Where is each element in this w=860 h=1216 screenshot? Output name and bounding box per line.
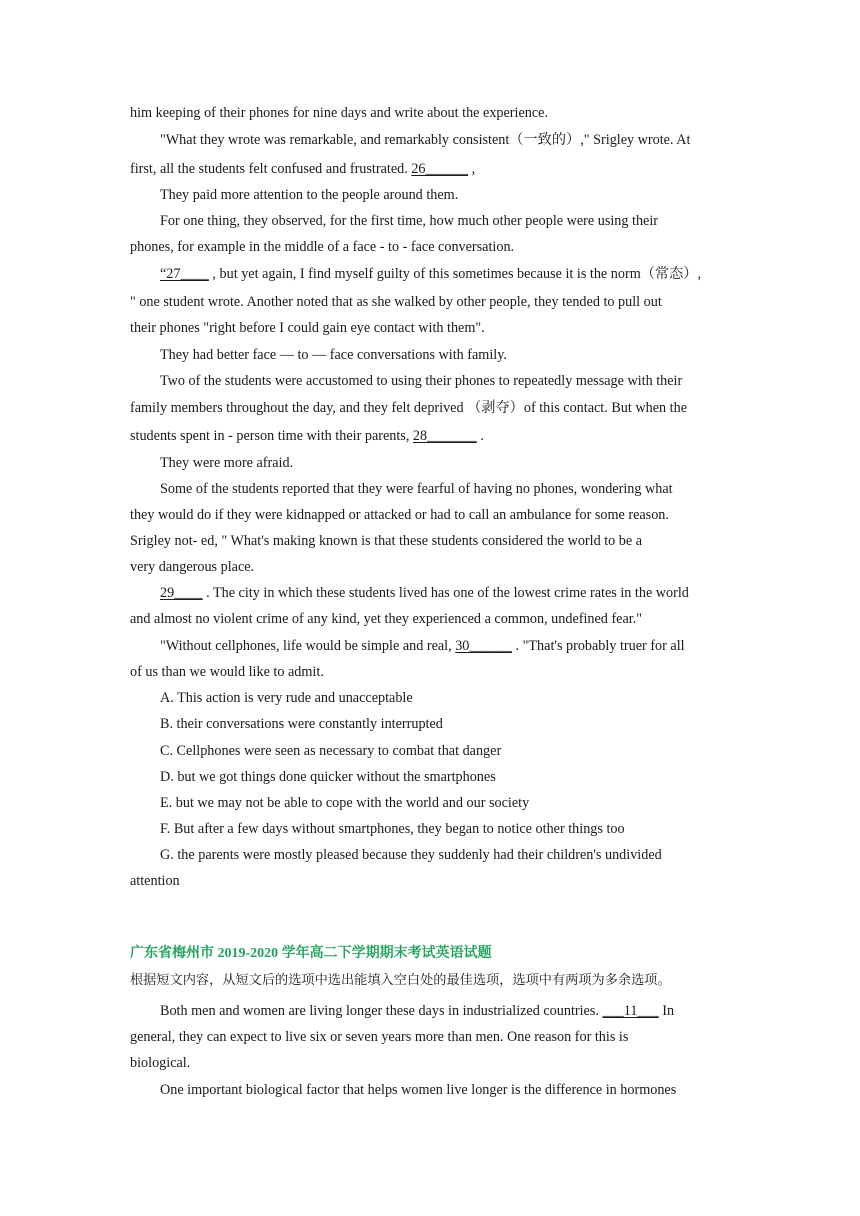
passage-line: of us than we would like to admit.	[130, 664, 324, 680]
passage-line: phones, for example in the middle of a face - to - face conversation.	[130, 239, 515, 255]
passage-line: him keeping of their phones for nine days and write about the experience.	[130, 105, 548, 121]
passage-line	[130, 427, 736, 445]
passage-text: first, all the students felt confused and frustrated.	[130, 161, 408, 177]
option-a: A. This action is very rude and unacceptable	[160, 690, 413, 706]
passage-line	[160, 265, 736, 283]
passage-line	[130, 160, 736, 178]
passage-text: . The city in which these students lived has one of the lowest crime rates in the world	[206, 585, 689, 601]
passage-text: "Without cellphones, life would be simple and real,	[160, 638, 452, 654]
passage-line: One important biological factor that helps women live longer is the difference in hormones	[160, 1082, 677, 1098]
passage-text: students spent in - person time with their parents,	[130, 428, 410, 444]
passage-line: biological.	[130, 1055, 191, 1071]
passage-line: They had better face — to — face conversations with family.	[160, 347, 507, 363]
passage-text: In	[658, 1003, 675, 1019]
passage-line: For one thing, they observed, for the first time, how much other people were using their	[160, 213, 659, 229]
passage-line: they would do if they were kidnapped or attacked or had to call an ambulance for some reason.	[130, 507, 669, 523]
blank-29: 29____	[160, 585, 203, 601]
passage-line: They paid more attention to the people around them.	[160, 187, 459, 203]
option-b: B. their conversations were constantly interrupted	[160, 716, 443, 732]
blank-30: 30______	[455, 638, 512, 654]
passage-line	[160, 637, 736, 655]
passage-line: and almost no violent crime of any kind, yet they experienced a common, undefined fear."	[130, 611, 643, 627]
passage-text: ,	[468, 161, 476, 177]
passage-line: "What they wrote was remarkable, and remarkably consistent（一致的）," Srigley wrote. At	[160, 132, 691, 148]
passage-line: " one student wrote. Another noted that as she walked by other people, they tended to pull out	[130, 294, 662, 310]
passage-text: .	[476, 428, 484, 444]
option-e: E. but we may not be able to cope with the world and our society	[160, 795, 530, 811]
option-g-continued: attention	[130, 873, 180, 889]
passage-text: , but yet again, I find myself guilty of this sometimes because it is the norm（常态）,	[212, 266, 702, 282]
passage-line: Two of the students were accustomed to using their phones to repeatedly message with their	[160, 373, 683, 389]
blank-28: 28_______	[412, 428, 477, 444]
passage-line: very dangerous place.	[130, 559, 255, 575]
passage-line: general, they can expect to live six or seven years more than men. One reason for this is	[130, 1029, 629, 1045]
passage-line: They were more afraid.	[160, 455, 294, 471]
option-c: C. Cellphones were seen as necessary to combat that danger	[160, 743, 502, 759]
blank-27: “27____	[160, 266, 209, 282]
passage-line	[160, 1002, 736, 1020]
option-f: F. But after a few days without smartphones, they began to notice other things too	[160, 821, 625, 837]
section-instruction: 根据短文内容，从短文后的选项中选出能填入空白处的最佳选项，选项中有两项为多余选项。	[130, 973, 671, 988]
section-title: 广东省梅州市 2019-2020 学年高二下学期期末考试英语试题	[130, 946, 492, 961]
blank-26: 26______	[411, 161, 469, 177]
passage-line: family members throughout the day, and they felt deprived （剥夺）of this contact. But when the	[130, 400, 687, 416]
option-d: D. but we got things done quicker without the smartphones	[160, 769, 496, 785]
passage-line	[160, 584, 736, 602]
passage-line: their phones "right before I could gain eye contact with them".	[130, 320, 485, 336]
passage-text: Both men and women are living longer these days in industrialized countries.	[160, 1003, 599, 1019]
passage-line: Srigley not- ed, " What's making known is that these students considered the world to be a	[130, 533, 643, 549]
blank-11: ___11___	[602, 1003, 659, 1019]
passage-text: . "That's probably truer for all	[515, 638, 685, 654]
passage-line: Some of the students reported that they were fearful of having no phones, wondering what	[160, 481, 673, 497]
option-g: G. the parents were mostly pleased because they suddenly had their children's undivided	[160, 847, 662, 863]
